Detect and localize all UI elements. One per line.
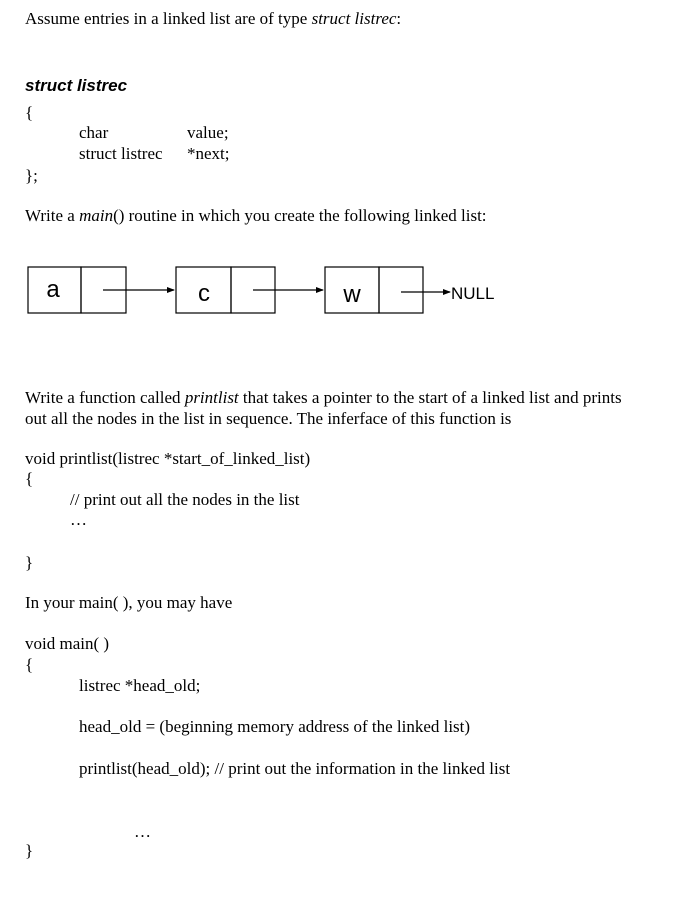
struct-field-name-2: *next; xyxy=(187,144,230,163)
main-intro: In your main( ), you may have xyxy=(25,593,233,612)
task2-line-1 xyxy=(25,387,665,408)
main-signature: void main( ) xyxy=(25,634,110,653)
struct-field-type-1: char xyxy=(79,123,109,142)
task2-suffix: that takes a pointer to the start of a linked list and prints xyxy=(238,388,622,407)
printlist-open-brace: { xyxy=(25,469,34,488)
struct-close-brace: }; xyxy=(25,166,38,185)
printlist-ellipsis: … xyxy=(70,510,87,529)
node-c-label: c xyxy=(198,280,210,307)
struct-field-type-2: struct listrec xyxy=(79,144,163,163)
task1-suffix: () routine in which you create the following linked list: xyxy=(113,206,487,225)
main-line-head-old-assign: head_old = (beginning memory address of the linked list) xyxy=(79,717,471,736)
printlist-close-brace: } xyxy=(25,553,34,572)
task2-paragraph xyxy=(25,387,665,429)
intro-suffix: : xyxy=(396,9,402,28)
intro-line xyxy=(25,10,401,27)
task1-prefix: Write a xyxy=(25,206,80,225)
task2-func: printlist xyxy=(184,388,239,407)
task2-prefix: Write a function called xyxy=(25,388,185,407)
linked-list-diagram xyxy=(20,260,520,320)
task1-line xyxy=(25,207,487,224)
task2-line-2: out all the nodes in the list in sequence. The inferface of this function is xyxy=(25,409,512,428)
null-label: NULL xyxy=(451,284,495,303)
struct-open-brace: { xyxy=(25,103,34,122)
printlist-signature: void printlist(listrec *start_of_linked_list) xyxy=(25,449,311,468)
task1-func: main xyxy=(79,206,114,225)
main-line-printlist-call: printlist(head_old); // print out the information in the linked list xyxy=(79,759,511,778)
main-line-head-old-decl: listrec *head_old; xyxy=(79,676,201,695)
node-w-pointer-cell xyxy=(379,267,423,313)
main-ellipsis: … xyxy=(134,822,151,841)
node-w-label: w xyxy=(343,281,361,308)
node-a-label: a xyxy=(46,276,60,303)
intro-prefix: Assume entries in a linked list are of type xyxy=(25,9,312,28)
list-node-w xyxy=(325,267,423,313)
main-close-brace: } xyxy=(25,841,34,860)
intro-type-name: struct listrec xyxy=(311,9,397,28)
struct-field-name-1: value; xyxy=(187,123,229,142)
struct-header: struct listrec xyxy=(25,76,128,95)
printlist-comment: // print out all the nodes in the list xyxy=(70,490,300,509)
main-open-brace: { xyxy=(25,655,34,674)
